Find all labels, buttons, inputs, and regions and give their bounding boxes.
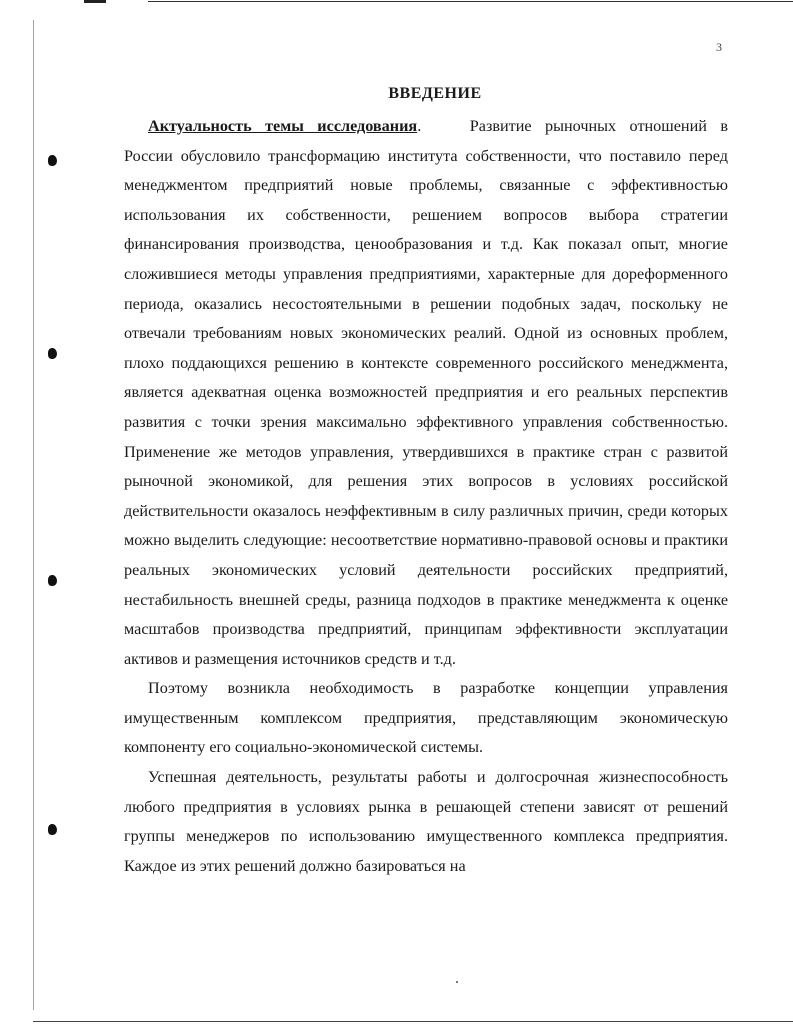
scan-artifact-top-line [148, 1, 793, 2]
paragraph: Поэтому возникла необходимость в разработке концепции управления имущественным комплексом предприятия, представляющим экономическую компоненту его социально-экономической системы. [124, 679, 728, 757]
document-body [124, 112, 728, 881]
paragraph: Успешная деятельность, результаты работы и долгосрочная жизнеспособность любого предприятия в условиях рынка в решающей степени зависят от решений группы менеджеров по использованию имущественного комплекса предприятия. Каждое из этих решений должно базироваться на [124, 768, 728, 875]
intro-paragraph [124, 112, 728, 674]
section-lead: Актуальность темы исследования [148, 117, 418, 135]
page-title: ВВЕДЕНИЕ [388, 85, 482, 102]
scan-artifact-left-edge [33, 20, 34, 1010]
scan-speck [456, 981, 458, 983]
page-number: 3 [716, 40, 722, 54]
lead-punctuation: . [417, 117, 422, 135]
scan-artifact-bottom-edge [33, 1021, 793, 1022]
scan-artifact-top [84, 0, 106, 3]
intro-text: Развитие рыночных отношений в России обусловило трансформацию института собственности, что поставило перед менеджментом предприятий новые проблемы, связанные с эффективностью использования их собственности, решением вопросов выбора стратегии финансирования производства, ценообразования и т.д. Как показал опыт, многие сложившиеся методы управления предприятиями, характерные для дореформенного периода, оказались несостоятельными в решении подобных задач, поскольку не отвечали требованиям новых экономических реалий. Одной из основных проблем, плохо поддающихся решению в контексте современного российского менеджмента, является адекватная оценка возможностей предприятия и его реальных перспектив развития с точки зрения максимально эффективного управления собственностью. Применение же методов управления, утвердившихся в практике стран с развитой рыночной экономикой, для решения этих вопросов в условиях российской действительности оказалось неэффективным в силу различных причин, среди которых можно выделить следующие: несоответствие нормативно-правовой основы и практики реальных экономических условий деятельности российских предприятий, нестабильность внешней среды, разница подходов в практике менеджмента к оценке масштабов производства предприятий, принципам эффективности эксплуатации активов и размещения источников средств и т.д. [124, 117, 728, 668]
